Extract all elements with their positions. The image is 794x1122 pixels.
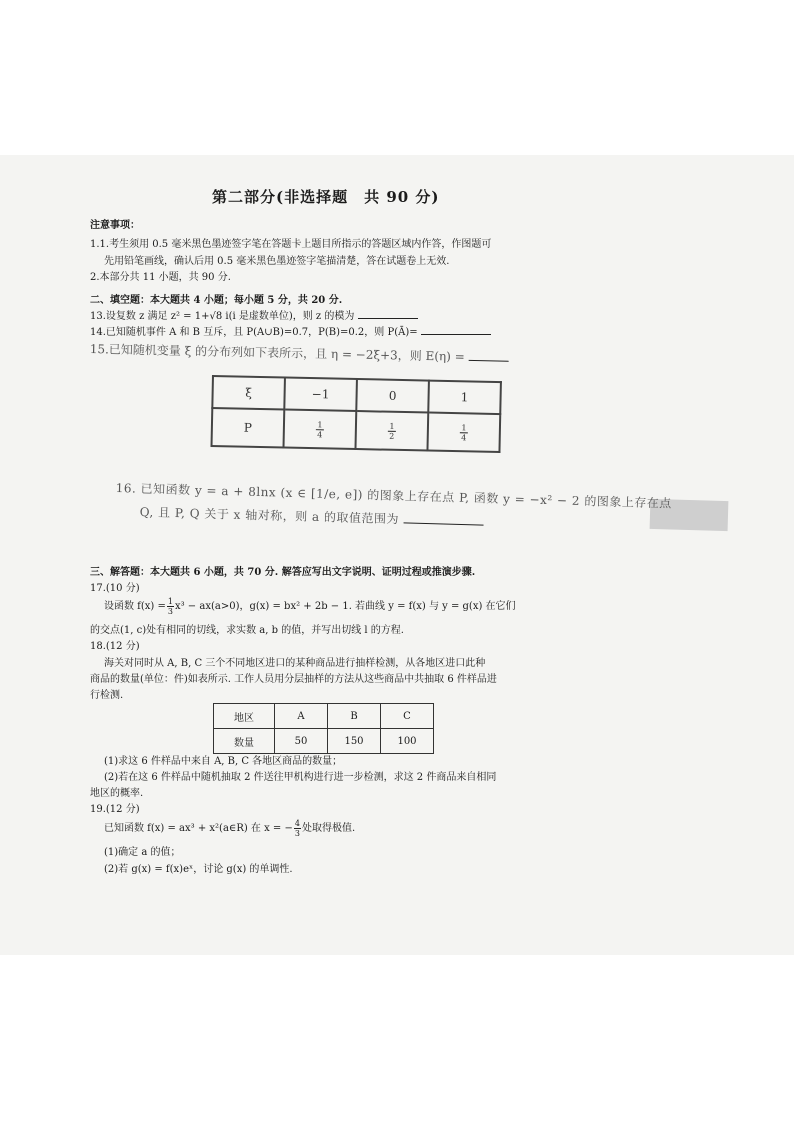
answer-blank-15 <box>468 350 508 362</box>
question-13-text: 13.设复数 z 满足 z² = 1+√8 i(i 是虚数单位)，则 z 的模为 <box>90 311 355 322</box>
section-3-heading: 三、解答题：本大题共 6 小题，共 70 分. 解答应写出文字说明、证明过程或推演步骤. <box>90 567 476 578</box>
question-17-head: 17.(10 分) <box>90 583 140 594</box>
fraction: $\frac{1}{4}$ <box>317 419 323 439</box>
section-2-heading: 二、填空题：本大题共 4 小题；每小题 5 分，共 20 分. <box>90 295 343 306</box>
table-cell: 150 <box>328 729 381 754</box>
question-17-line-2: 的交点(1, c)处有相同的切线，求实数 a, b 的值，并写出切线 l 的方程. <box>90 625 404 636</box>
notes-line-1: 1.1.考生须用 0.5 毫米黑色墨迹签字笔在答题卡上题目所指示的答题区域内作答，作图题可 <box>90 239 492 250</box>
table-cell <box>355 411 428 450</box>
table-cell: 100 <box>381 729 434 754</box>
question-18-sub-1: (1)求这 6 件样品中来自 A, B, C 各地区商品的数量； <box>104 756 343 767</box>
table-cell: A <box>275 704 328 729</box>
table-row <box>214 729 434 754</box>
answer-blank-14 <box>421 324 491 335</box>
question-18-head: 18.(12 分) <box>90 641 140 652</box>
table-cell: −1 <box>284 378 357 412</box>
table-cell <box>427 413 500 452</box>
table-cell: C <box>381 704 434 729</box>
table-row <box>212 408 501 452</box>
fraction: $\frac{1}{3}$ <box>167 597 173 616</box>
question-19-sub-1: (1)确定 a 的值； <box>104 847 181 858</box>
question-19-head: 19.(12 分) <box>90 804 140 815</box>
question-18-line-2: 商品的数量(单位：件)如表所示. 工作人员用分层抽样的方法从这些商品中共抽取 6 件样品进 <box>90 674 497 685</box>
question-15-text: 15.已知随机变量 ξ 的分布列如下表所示，且 η = −2ξ+3，则 E(η) = <box>89 341 465 364</box>
table-cell: 地区 <box>214 704 275 729</box>
table-cell: 0 <box>356 379 429 413</box>
notes-line-2: 先用铅笔画线，确认后用 0.5 毫米黑色墨迹签字笔描清楚，答在试题卷上无效. <box>104 256 450 267</box>
table-cell: 1 <box>428 381 501 415</box>
question-18-line-3: 行检测. <box>90 690 124 701</box>
table-cell: 数量 <box>214 729 275 754</box>
notes-line-3: 2.本部分共 11 小题，共 90 分. <box>90 272 231 283</box>
question-14 <box>90 323 491 338</box>
question-18-line-1: 海关对同时从 A, B, C 三个不同地区进口的某种商品进行抽样检测，从各地区进口此种 <box>104 658 486 669</box>
notes-heading: 注意事项： <box>90 220 140 231</box>
answer-blank-16 <box>403 512 483 525</box>
question-16-line-1: 16. 已知函数 y = a + 8lnx (x ∈ [1/e, e]) 的图象上存在点 P, 函数 y = −x² − 2 的图象上存在点 <box>115 480 672 511</box>
fraction: $\frac{4}{3}$ <box>294 819 300 838</box>
table-row <box>214 704 434 729</box>
question-18-sub-2a: (2)若在这 6 件样品中随机抽取 2 件送往甲机构进行进一步检测，求这 2 件商品来自相同 <box>104 772 497 783</box>
fraction: $\frac{1}{4}$ <box>461 422 467 442</box>
question-19-sub-2: (2)若 g(x) = f(x)eˣ，讨论 g(x) 的单调性. <box>104 864 293 875</box>
answer-blank-13 <box>358 308 418 319</box>
part-title: 第二部分(非选择题 共 90 分) <box>212 188 440 206</box>
table-cell <box>283 410 356 449</box>
table-cell: 50 <box>275 729 328 754</box>
question-19-line-1: 已知函数 f(x) = ax³ + x²(a∈R) 在 x = − $\frac{4}{3}$ 处取得极值. <box>104 819 356 838</box>
table-cell: ξ <box>212 376 285 410</box>
fraction: $\frac{1}{2}$ <box>389 421 395 441</box>
table-cell: P <box>212 408 285 447</box>
question-14-text: 14.已知随机事件 A 和 B 互斥，且 P(A∪B)=0.7，P(B)=0.2，则 P(Ā)= <box>90 327 418 338</box>
quantity-table <box>213 703 434 754</box>
table-cell: B <box>328 704 381 729</box>
question-17-line-1: 设函数 f(x) = $\frac{1}{3}$ x³ − ax(a>0)，g(x) = bx² + 2b − 1. 若曲线 y = f(x) 与 y = g(x) 在它们 <box>104 597 516 616</box>
distribution-table <box>210 375 501 453</box>
question-16-text: Q, 且 P, Q 关于 x 轴对称，则 a 的取值范围为 <box>139 504 400 527</box>
question-18-sub-2b: 地区的概率. <box>90 788 144 799</box>
question-13 <box>90 307 418 322</box>
